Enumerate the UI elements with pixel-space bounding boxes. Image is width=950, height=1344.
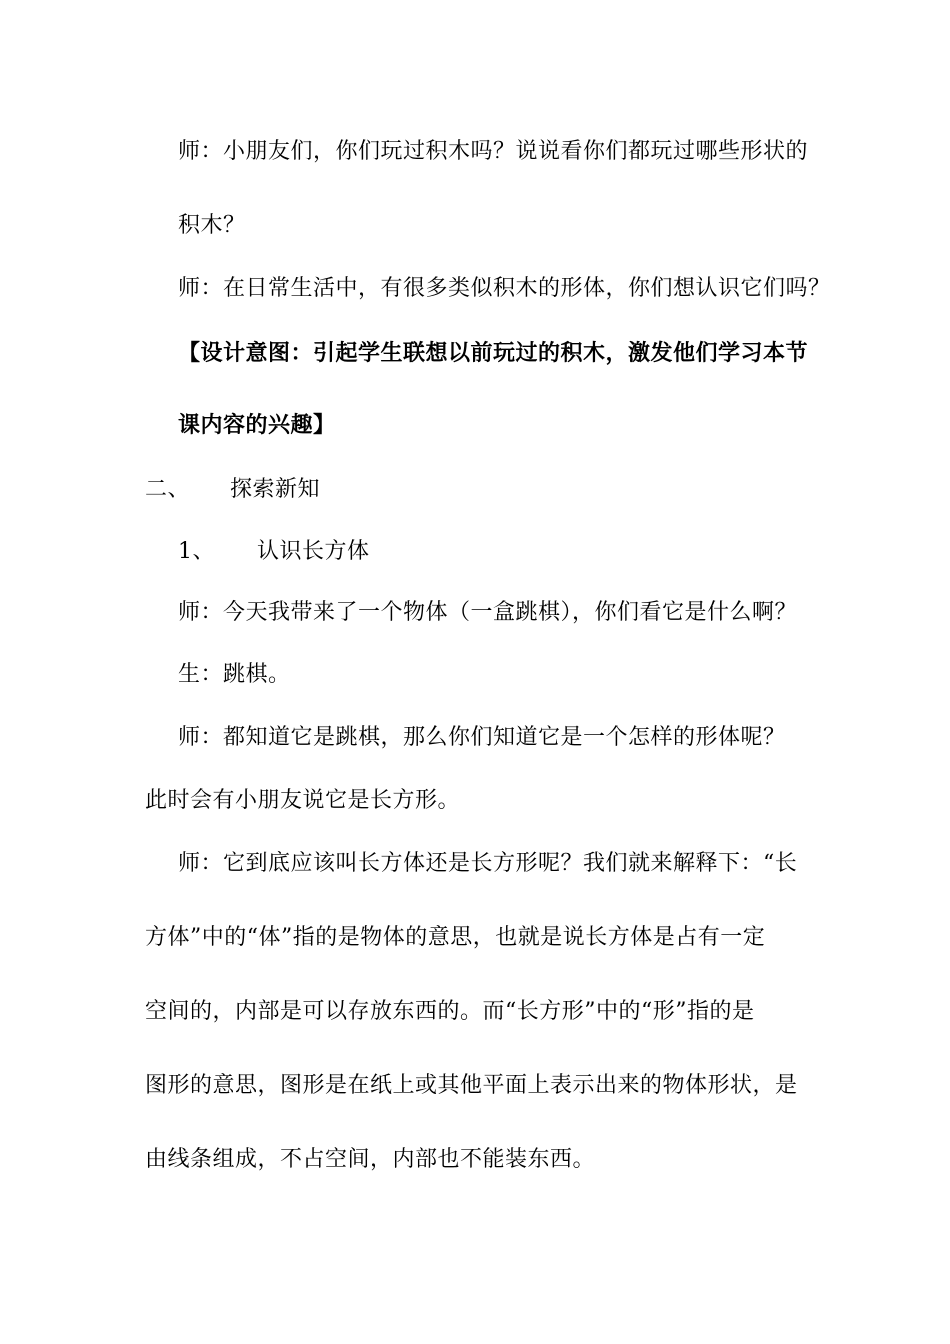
subsection-number: 1、: [178, 539, 215, 564]
paragraph-line-12: 由线条组成，不占空间，内部也不能装东西。: [145, 1147, 596, 1172]
design-intent-line-1: 【设计意图：引起学生联想以前玩过的积木，激发他们学习本节: [178, 341, 809, 366]
section-number: 二、: [145, 477, 191, 502]
paragraph-line-7: 此时会有小朋友说它是长方形。: [145, 788, 461, 813]
paragraph-line-5: 生：跳棋。: [178, 662, 291, 687]
section-heading: [145, 476, 320, 504]
paragraph-line-11: 图形的意思，图形是在纸上或其他平面上表示出来的物体形状，是: [145, 1073, 798, 1098]
paragraph-line-6: 师：都知道它是跳棋，那么你们知道它是一个怎样的形体呢？: [178, 725, 786, 750]
subsection-heading: [178, 538, 370, 566]
design-intent-line-2: 课内容的兴趣】: [178, 413, 336, 438]
paragraph-line-4: 师：今天我带来了一个物体（一盒跳棋），你们看它是什么啊？: [178, 600, 798, 625]
paragraph-line-1: 师：小朋友们，你们玩过积木吗？说说看你们都玩过哪些形状的: [178, 139, 809, 164]
section-title: 探索新知: [230, 477, 321, 502]
paragraph-line-9: 方体”中的“体”指的是物体的意思，也就是说长方体是占有一定: [145, 925, 766, 950]
paragraph-line-3: 师：在日常生活中，有很多类似积木的形体，你们想认识它们吗？: [178, 276, 831, 301]
subsection-title: 认识长方体: [257, 539, 370, 564]
paragraph-line-2: 积木？: [178, 213, 246, 238]
paragraph-line-8: 师：它到底应该叫长方体还是长方形呢？我们就来解释下：“长: [178, 851, 798, 876]
paragraph-line-10: 空间的，内部是可以存放东西的。而“长方形”中的“形”指的是: [145, 999, 755, 1024]
